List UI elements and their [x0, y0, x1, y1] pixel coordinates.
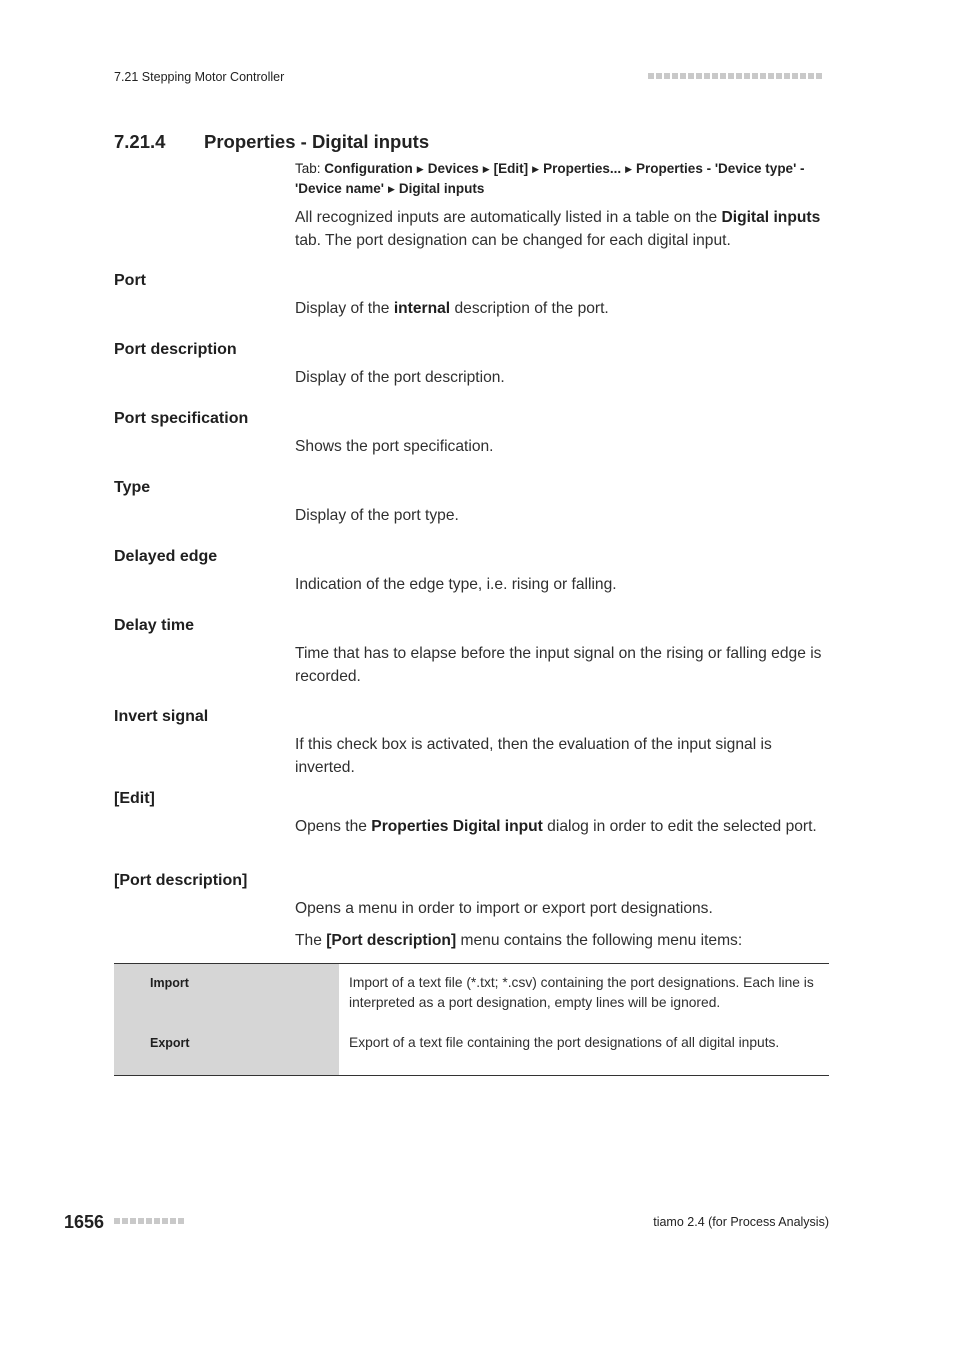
desc-port-description-menu: Opens a menu in order to import or export port designations. — [295, 900, 713, 917]
desc-edit — [295, 816, 830, 839]
menu-items-table — [114, 963, 829, 1076]
table-cell-item: Import — [114, 964, 339, 1025]
footer-decoration — [114, 1218, 184, 1224]
desc-port-description-menu-items — [295, 930, 830, 953]
intro-bold: Digital inputs — [721, 209, 821, 226]
desc-delayed-edge: Indication of the edge type, i.e. rising or falling. — [295, 576, 617, 593]
term-type: Type — [114, 479, 151, 496]
term-delayed-edge: Delayed edge — [114, 548, 218, 565]
nav-path-item: Digital inputs — [398, 181, 485, 196]
desc-port — [295, 298, 830, 321]
nav-path-item: Configuration — [324, 161, 413, 176]
term-port: Port — [114, 272, 146, 289]
desc-text: Opens the — [295, 818, 372, 835]
intro-paragraph — [295, 207, 830, 252]
desc-text: Display of the — [295, 300, 394, 317]
nav-path-item: Properties - 'Device type' - 'Device name' — [295, 161, 805, 196]
term-port-specification: Port specification — [114, 410, 249, 427]
term-edit: [Edit] — [114, 790, 155, 807]
section-title: Properties - Digital inputs — [204, 131, 430, 152]
table-cell-item: Export — [114, 1024, 339, 1076]
desc-port-specification: Shows the port specification. — [295, 438, 494, 455]
desc-bold: internal — [393, 300, 451, 317]
desc-text: menu contains the following menu items: — [456, 932, 743, 949]
footer-product: tiamo 2.4 (for Process Analysis) — [653, 1215, 829, 1229]
table-row — [114, 1024, 829, 1076]
desc-text: dialog in order to edit the selected port. — [542, 818, 817, 835]
desc-delay-time: Time that has to elapse before the input signal on the rising or falling edge is recorded. — [295, 645, 822, 685]
desc-bold: Properties Digital input — [371, 818, 543, 835]
table-cell-desc: Export of a text file containing the port designations of all digital inputs. — [349, 1035, 780, 1050]
section-number: 7.21.4 — [114, 131, 166, 152]
term-port-description-menu: [Port description] — [114, 872, 248, 889]
nav-path-item: [Edit] — [493, 161, 529, 176]
desc-port-description: Display of the port description. — [295, 369, 505, 386]
desc-bold: [Port description] — [326, 932, 457, 949]
table-row — [114, 964, 829, 1025]
desc-text: description of the port. — [450, 300, 609, 317]
intro-text: All recognized inputs are automatically listed in a table on the — [295, 209, 722, 226]
arrow-right-icon: ▶ — [532, 164, 540, 174]
term-port-description: Port description — [114, 341, 237, 358]
desc-type: Display of the port type. — [295, 507, 459, 524]
term-invert-signal: Invert signal — [114, 708, 209, 725]
nav-path-prefix: Tab: — [295, 161, 321, 176]
nav-path-item: Devices — [427, 161, 479, 176]
desc-invert-signal: If this check box is activated, then the evaluation of the input signal is inverted. — [295, 736, 772, 776]
arrow-right-icon: ▶ — [625, 164, 633, 174]
table-cell-desc: Import of a text file (*.txt; *.csv) containing the port designations. Each line is interpreted as a port designation, empty lines will be ignored. — [349, 975, 814, 1010]
arrow-right-icon: ▶ — [482, 164, 490, 174]
arrow-right-icon: ▶ — [387, 184, 395, 194]
header-decoration — [648, 73, 822, 79]
navigation-path — [295, 159, 835, 199]
nav-path-item: Properties... — [543, 161, 622, 176]
page-number: 1656 — [64, 1212, 105, 1232]
intro-text: tab. The port designation can be changed for each digital input. — [295, 231, 731, 249]
term-delay-time: Delay time — [114, 617, 195, 634]
desc-text: The — [295, 932, 327, 949]
arrow-right-icon: ▶ — [416, 164, 424, 174]
running-header-section: 7.21 Stepping Motor Controller — [114, 70, 285, 84]
